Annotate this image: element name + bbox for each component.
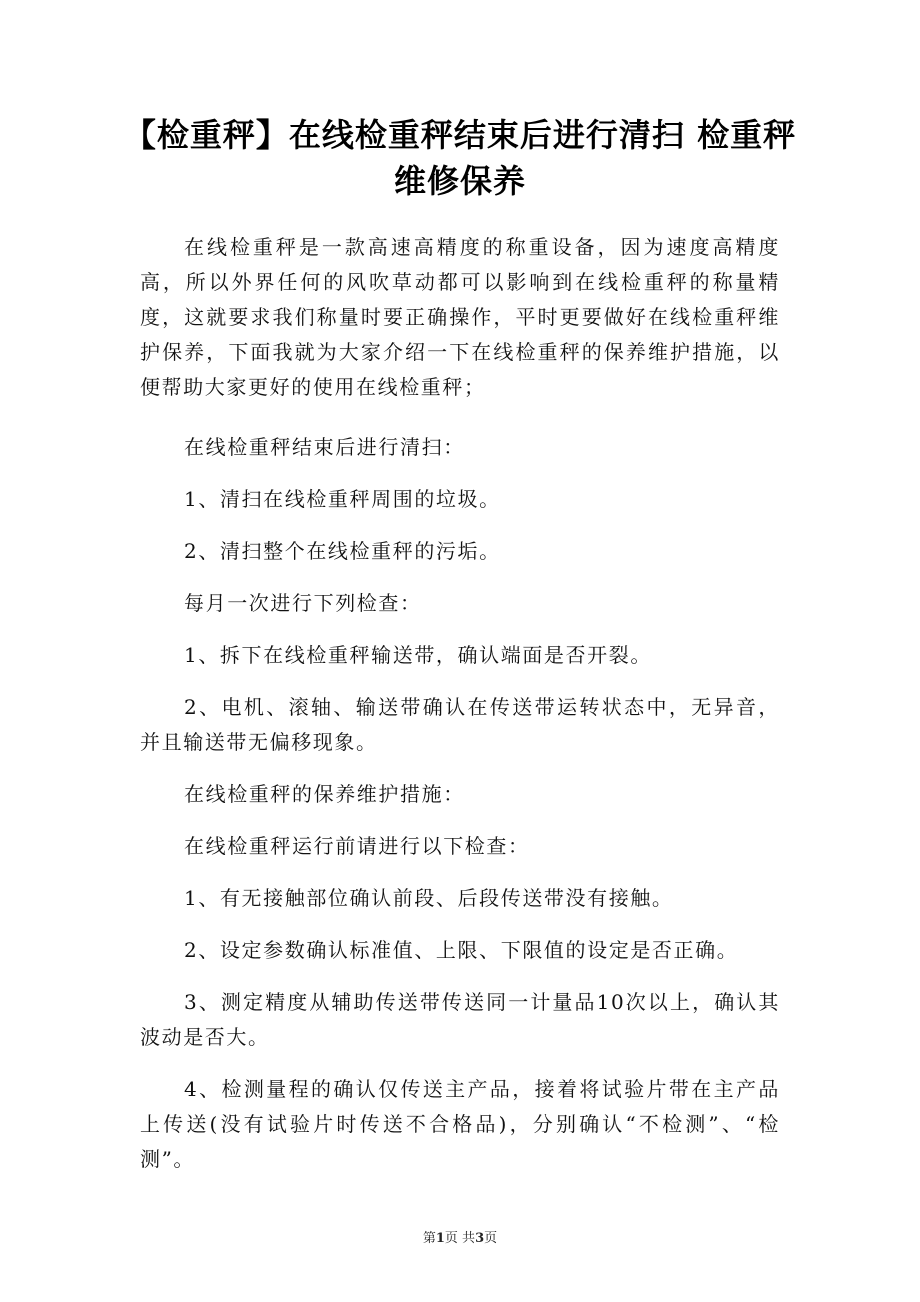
paragraph-text: 2、电机、滚轴、输送带确认在传送带运转状态中，无异音，并且输送带无偏移现象。 <box>140 695 780 754</box>
section-heading-monthly-check <box>140 586 780 621</box>
footer-prefix: 第 <box>422 1231 436 1246</box>
paragraph-text: 3、测定精度从辅助传送带传送同一计量品10次以上，确认其波动是否大。 <box>140 990 780 1049</box>
paragraph-text: 每月一次进行下列检查： <box>184 591 422 615</box>
paragraph-text: 1、有无接触部位确认前段、后段传送带没有接触。 <box>184 886 674 910</box>
list-item <box>140 985 780 1055</box>
paragraph-text: 在线检重秤的保养维护措施： <box>184 782 465 806</box>
list-item <box>140 534 780 569</box>
section-heading-pre-run-check <box>140 829 780 864</box>
footer-total-pages: 3 <box>475 1231 485 1246</box>
list-item <box>140 690 780 760</box>
list-item <box>140 881 780 916</box>
page-footer <box>0 1227 920 1246</box>
paragraph-text: 2、清扫整个在线检重秤的污垢。 <box>184 539 501 563</box>
footer-suffix: 页 <box>484 1231 498 1246</box>
list-item <box>140 482 780 517</box>
section-heading-cleaning <box>140 430 780 465</box>
list-item <box>140 638 780 673</box>
paragraph-text: 1、拆下在线检重秤输送带，确认端面是否开裂。 <box>184 643 652 667</box>
paragraph-text: 2、设定参数确认标准值、上限、下限值的设定是否正确。 <box>184 938 739 962</box>
paragraph-text: 1、清扫在线检重秤周围的垃圾。 <box>184 487 501 511</box>
paragraph-text: 4、检测量程的确认仅传送主产品，接着将试验片带在主产品上传送(没有试验片时传送不合格品)，分别确认“不检测”、“检测”。 <box>140 1077 780 1171</box>
footer-current-page: 1 <box>435 1231 445 1246</box>
paragraph-text: 在线检重秤运行前请进行以下检查： <box>184 834 530 858</box>
section-heading-maintenance <box>140 777 780 812</box>
paragraph-text: 在线检重秤结束后进行清扫： <box>184 435 465 459</box>
paragraph-text: 在线检重秤是一款高速高精度的称重设备，因为速度高精度高，所以外界任何的风吹草动都可以影响到在线检重秤的称量精度，这就要求我们称量时要正确操作，平时更要做好在线检重秤维护保养，下面我就为大家介绍一下在线检重秤的保养维护措施，以便帮助大家更好的使用在线检重秤； <box>140 235 780 399</box>
list-item <box>140 933 780 968</box>
document-title: 【检重秤】在线检重秤结束后进行清扫 检重秤维修保养 <box>123 116 797 200</box>
paragraph-intro <box>140 230 780 405</box>
list-item <box>140 1072 780 1177</box>
footer-middle: 页 共 <box>444 1231 476 1246</box>
